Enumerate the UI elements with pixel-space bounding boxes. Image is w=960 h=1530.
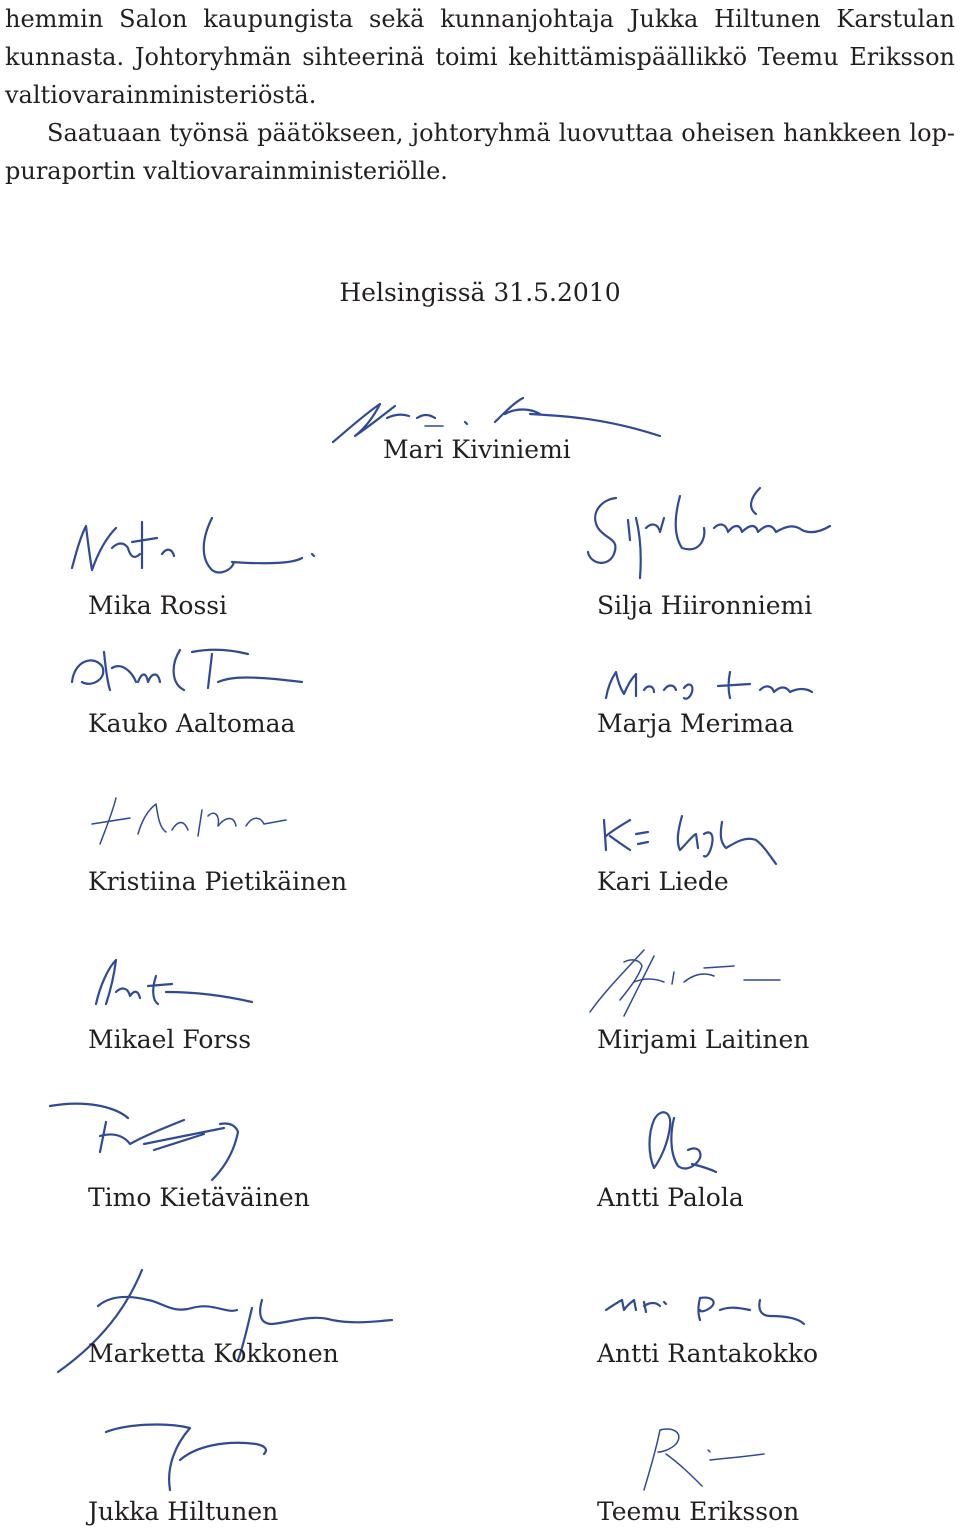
signer-name-left-2: Kauko Aaltomaa [88,709,296,738]
signer-name-chair: Mari Kiviniemi [383,435,571,464]
signer-name-right-7: Teemu Eriksson [597,1497,800,1526]
place-and-date: Helsingissä 31.5.2010 [339,278,621,307]
signer-name-right-4: Mirjami Laitinen [597,1025,810,1054]
signer-name-left-6: Marketta Kokkonen [88,1339,339,1368]
signature-right-6 [600,1286,810,1332]
signer-name-left-4: Mikael Forss [88,1025,252,1054]
handover-paragraph [5,114,955,190]
signer-name-right-5: Antti Palola [597,1183,744,1212]
signer-name-left-7: Jukka Hiltunen [88,1497,279,1526]
signer-name-left-3: Kristiina Pietikäinen [88,867,348,896]
signature-left-4 [86,952,266,1016]
signature-left-2 [62,632,312,702]
paragraph-line: kunnasta. Johtoryhmän sihteerinä toimi kehittämispäällikkö Teemu Eriksson [5,43,955,71]
signature-left-5 [44,1092,254,1188]
signature-right-2 [600,658,820,708]
signature-right-5 [640,1104,720,1178]
signer-name-right-2: Marja Merimaa [597,709,794,738]
signature-right-3 [596,802,786,874]
signature-left-1 [62,498,322,588]
paragraph-line: hemmin Salon kaupungista sekä kunnanjohtaja Jukka Hiltunen Karstulan [5,5,955,33]
signature-left-7 [96,1410,276,1500]
signature-right-4 [584,942,784,1022]
signer-name-left-1: Mika Rossi [88,591,228,620]
signer-name-right-1: Silja Hiironniemi [597,591,813,620]
signer-name-left-5: Timo Kietäväinen [88,1183,310,1212]
signer-name-right-6: Antti Rantakokko [597,1339,819,1368]
paragraph-line: Saatuaan työnsä päätökseen, johtoryhmä luovuttaa oheisen hankkeen lop- [47,119,955,147]
paragraph-line: puraportin valtiovarainministeriölle. [5,157,448,185]
signer-name-right-3: Kari Liede [597,867,729,896]
intro-paragraph [5,0,955,114]
signature-right-1 [580,478,844,586]
paragraph-line: valtiovarainministeriöstä. [5,81,317,109]
signature-left-3 [86,790,306,850]
signature-right-7 [630,1420,770,1496]
